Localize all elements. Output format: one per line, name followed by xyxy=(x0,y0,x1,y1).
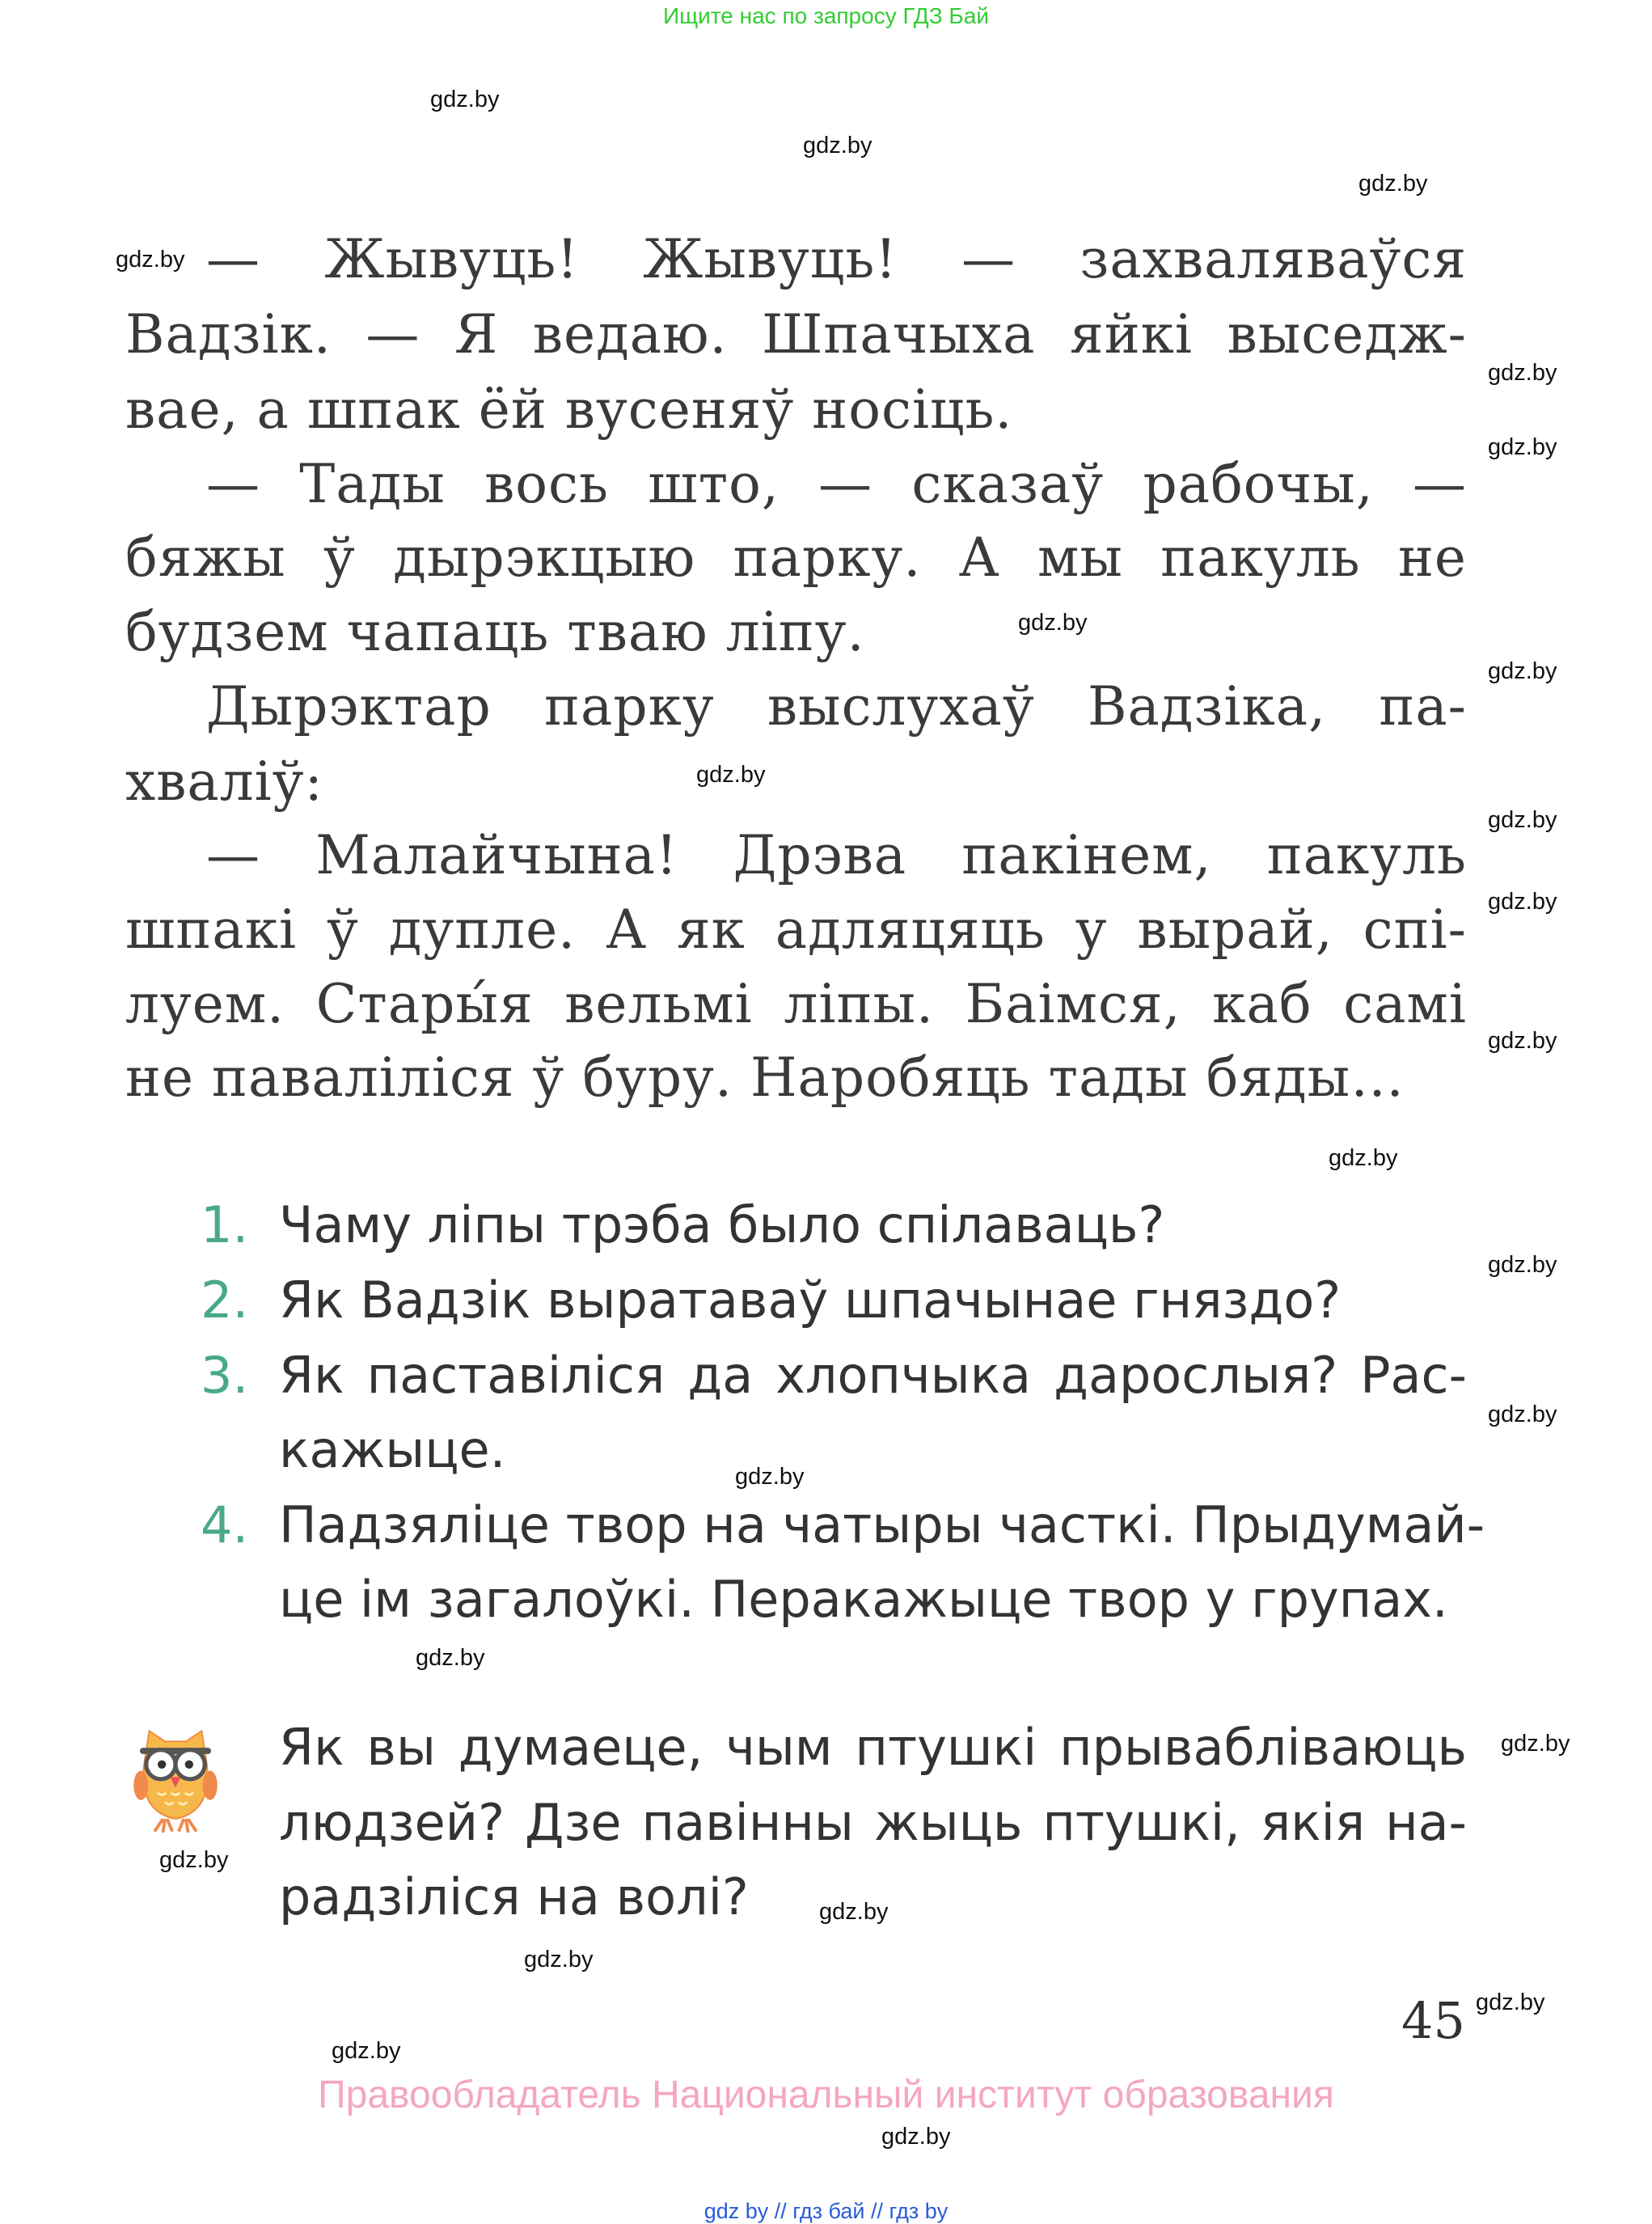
watermark: gdz.by xyxy=(1476,1989,1545,2015)
watermark: gdz.by xyxy=(1488,434,1557,460)
discussion-line: людзей? Дзе павінны жыць птушкі, якія на- xyxy=(279,1793,1467,1852)
watermark: gdz.by xyxy=(696,762,766,788)
watermark: gdz.by xyxy=(1488,889,1557,915)
watermark: gdz.by xyxy=(1329,1145,1398,1171)
rights-holder-note: Правообладатель Национальный институт образования xyxy=(318,2074,1334,2116)
story-line: — Жывуць! Жывуць! — захваляваўся xyxy=(206,228,1467,290)
story-line: не паваліліся ў буру. Наробяць тады бяды… xyxy=(125,1046,1405,1109)
page-number: 45 xyxy=(1401,1991,1465,2050)
watermark: gdz.by xyxy=(524,1947,594,1972)
question-text: Чаму ліпы трэба было спілаваць? xyxy=(279,1195,1165,1254)
watermark: gdz.by xyxy=(1488,1028,1557,1054)
story-line: — Малайчына! Дрэва пакінем, пакуль xyxy=(206,824,1467,886)
story-line: вае, а шпак ёй вусеняў носіць. xyxy=(125,378,1013,441)
question-text: кажыце. xyxy=(279,1420,506,1479)
discussion-line: Як вы думаеце, чым птушкі прывабліваюць xyxy=(279,1718,1467,1777)
watermark: gdz.by xyxy=(1488,1402,1557,1427)
story-line: — Тады вось што, — сказаў рабочы, — xyxy=(206,453,1467,515)
watermark: gdz.by xyxy=(1358,171,1428,197)
watermark: gdz.by xyxy=(430,87,500,112)
discussion-line: радзіліся на волі? xyxy=(279,1867,749,1926)
story-line: будзем чапаць тваю ліпу. xyxy=(125,601,865,663)
story-line: луем. Стары́я вельмі ліпы. Баімся, каб самі xyxy=(125,973,1467,1035)
question-number: 4. xyxy=(201,1495,249,1554)
watermark: gdz.by xyxy=(416,1645,485,1671)
story-line: шпакі ў дупле. А як адляцяць у вырай, спі- xyxy=(125,898,1467,961)
watermark: gdz.by xyxy=(1488,360,1557,386)
question-number: 1. xyxy=(201,1195,249,1254)
story-line: бяжы ў дырэкцыю парку. А мы пакуль не xyxy=(125,526,1467,589)
footer-links[interactable]: gdz by // гдз бай // гдз by xyxy=(703,2199,949,2223)
watermark: gdz.by xyxy=(819,1899,889,1925)
question-text: Падзяліце твор на чатыры часткі. Прыдумай- xyxy=(279,1495,1485,1554)
question-text: це ім загалоўкі. Перакажыце твор у групах. xyxy=(279,1570,1448,1629)
story-line: Вадзік. — Я ведаю. Шпачыха яйкі выседж- xyxy=(125,303,1467,366)
watermark: gdz.by xyxy=(332,2038,401,2064)
watermark: gdz.by xyxy=(116,247,185,273)
question-text: Як паставіліся да хлопчыка дарослыя? Рас- xyxy=(279,1346,1467,1405)
question-number: 2. xyxy=(201,1271,249,1330)
question-text: Як Вадзік выратаваў шпачынае гняздо? xyxy=(279,1271,1341,1330)
watermark: gdz.by xyxy=(1501,1731,1570,1757)
watermark: gdz.by xyxy=(1488,658,1557,684)
watermark: gdz.by xyxy=(881,2124,951,2150)
header-note: Ищите нас по запросу ГДЗ Бай xyxy=(662,3,990,28)
story-line: Дырэктар парку выслухаў Вадзіка, па- xyxy=(206,675,1467,738)
watermark: gdz.by xyxy=(159,1847,229,1873)
owl-with-glasses-icon xyxy=(123,1723,228,1840)
watermark: gdz.by xyxy=(1488,807,1557,833)
story-line: хваліў: xyxy=(125,750,323,813)
watermark: gdz.by xyxy=(735,1464,805,1490)
watermark: gdz.by xyxy=(1488,1252,1557,1278)
watermark: gdz.by xyxy=(803,133,872,159)
question-number: 3. xyxy=(201,1346,249,1405)
watermark: gdz.by xyxy=(1018,610,1088,636)
